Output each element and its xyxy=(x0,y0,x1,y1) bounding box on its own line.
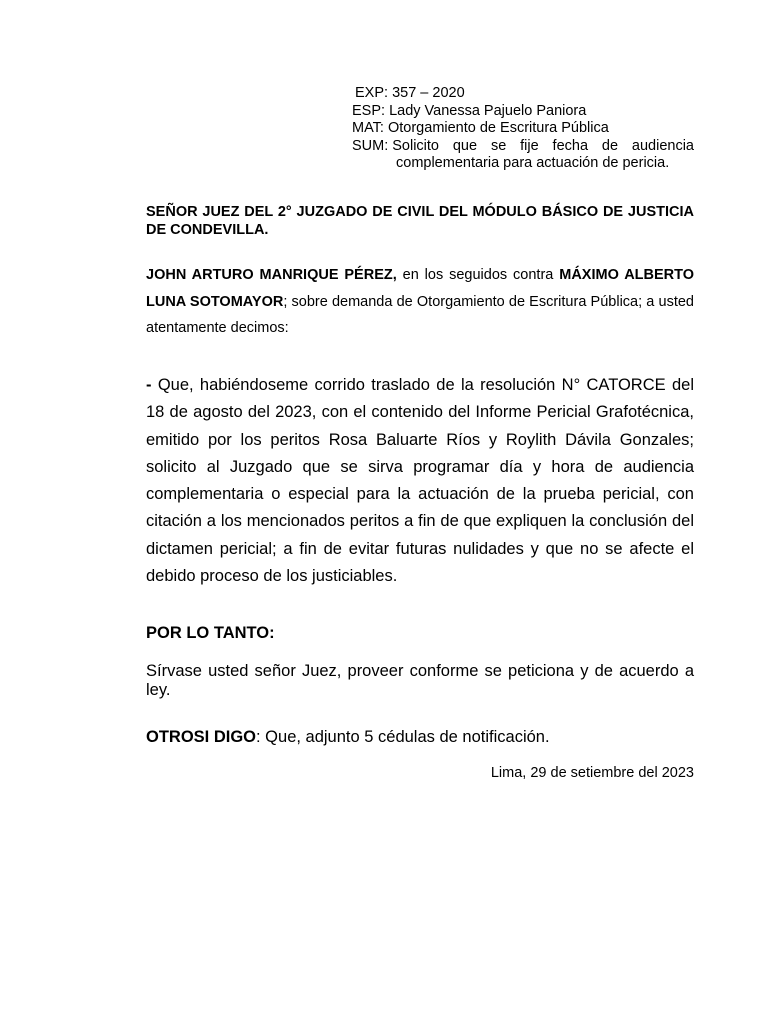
case-header xyxy=(352,85,694,173)
mat-label: MAT: xyxy=(352,120,384,136)
esp-label: ESP: xyxy=(352,102,386,119)
esp-row xyxy=(352,103,694,121)
esp-value: Lady Vanessa Pajuelo Paniora xyxy=(389,102,587,119)
intro-text-2: ; sobre demanda de Otorgamiento de Escritura Pública; a usted atentamente decimos: xyxy=(146,293,694,336)
intro-paragraph xyxy=(146,262,694,342)
addressee-heading: SEÑOR JUEZ DEL 2° JUZGADO DE CIVIL DEL MÓDULO BÁSICO DE JUSTICIA DE CONDEVILLA. xyxy=(146,204,694,238)
body-paragraph xyxy=(146,372,694,590)
otrosi-paragraph xyxy=(146,728,694,747)
sum-label: SUM: xyxy=(352,137,389,154)
exp-value: 357 – 2020 xyxy=(392,85,465,101)
opponent-name: MÁXIMO ALBERTO LUNA SOTOMAYOR xyxy=(146,267,695,310)
intro-text-1: en los seguidos contra xyxy=(396,267,560,283)
date-line: Lima, 29 de setiembre del 2023 xyxy=(490,765,694,781)
otrosi-label: OTROSI DIGO xyxy=(146,728,257,746)
mat-row xyxy=(352,120,694,138)
exp-label: EXP: xyxy=(355,85,389,101)
sum-value-line2: complementaria para actuación de pericia. xyxy=(396,155,670,171)
party-name: JOHN ARTURO MANRIQUE PÉREZ, xyxy=(146,267,397,283)
request-paragraph: Sírvase usted señor Juez, proveer conforme se peticiona y de acuerdo a ley. xyxy=(146,662,694,699)
por-lo-tanto-heading: POR LO TANTO: xyxy=(146,624,275,642)
body-text: Que, habiéndoseme corrido traslado de la resolución N° CATORCE del 18 de agosto del 2023, con el contenido del Informe Pericial Grafotécnica, emitido por los peritos Rosa Baluarte Ríos y Roylith Dávila Gonzales; solicito al Juzgado que se sirva programar día y hora de audiencia complementaria o especial para la actuación de la prueba pericial, con citación a los mencionados peritos a fin de que expliquen la conclusión del dictamen pericial; a fin de evitar futuras nulidades y que no se afecte el debido proceso de los justiciables. xyxy=(146,376,694,586)
sum-value-line1: Solicito que se fije fecha de audiencia xyxy=(392,137,694,154)
body-dash: - xyxy=(146,376,158,394)
otrosi-text: : Que, adjunto 5 cédulas de notificación. xyxy=(256,728,550,746)
sum-row xyxy=(352,138,694,156)
exp-row xyxy=(352,85,694,103)
mat-value: Otorgamiento de Escritura Pública xyxy=(387,120,609,136)
